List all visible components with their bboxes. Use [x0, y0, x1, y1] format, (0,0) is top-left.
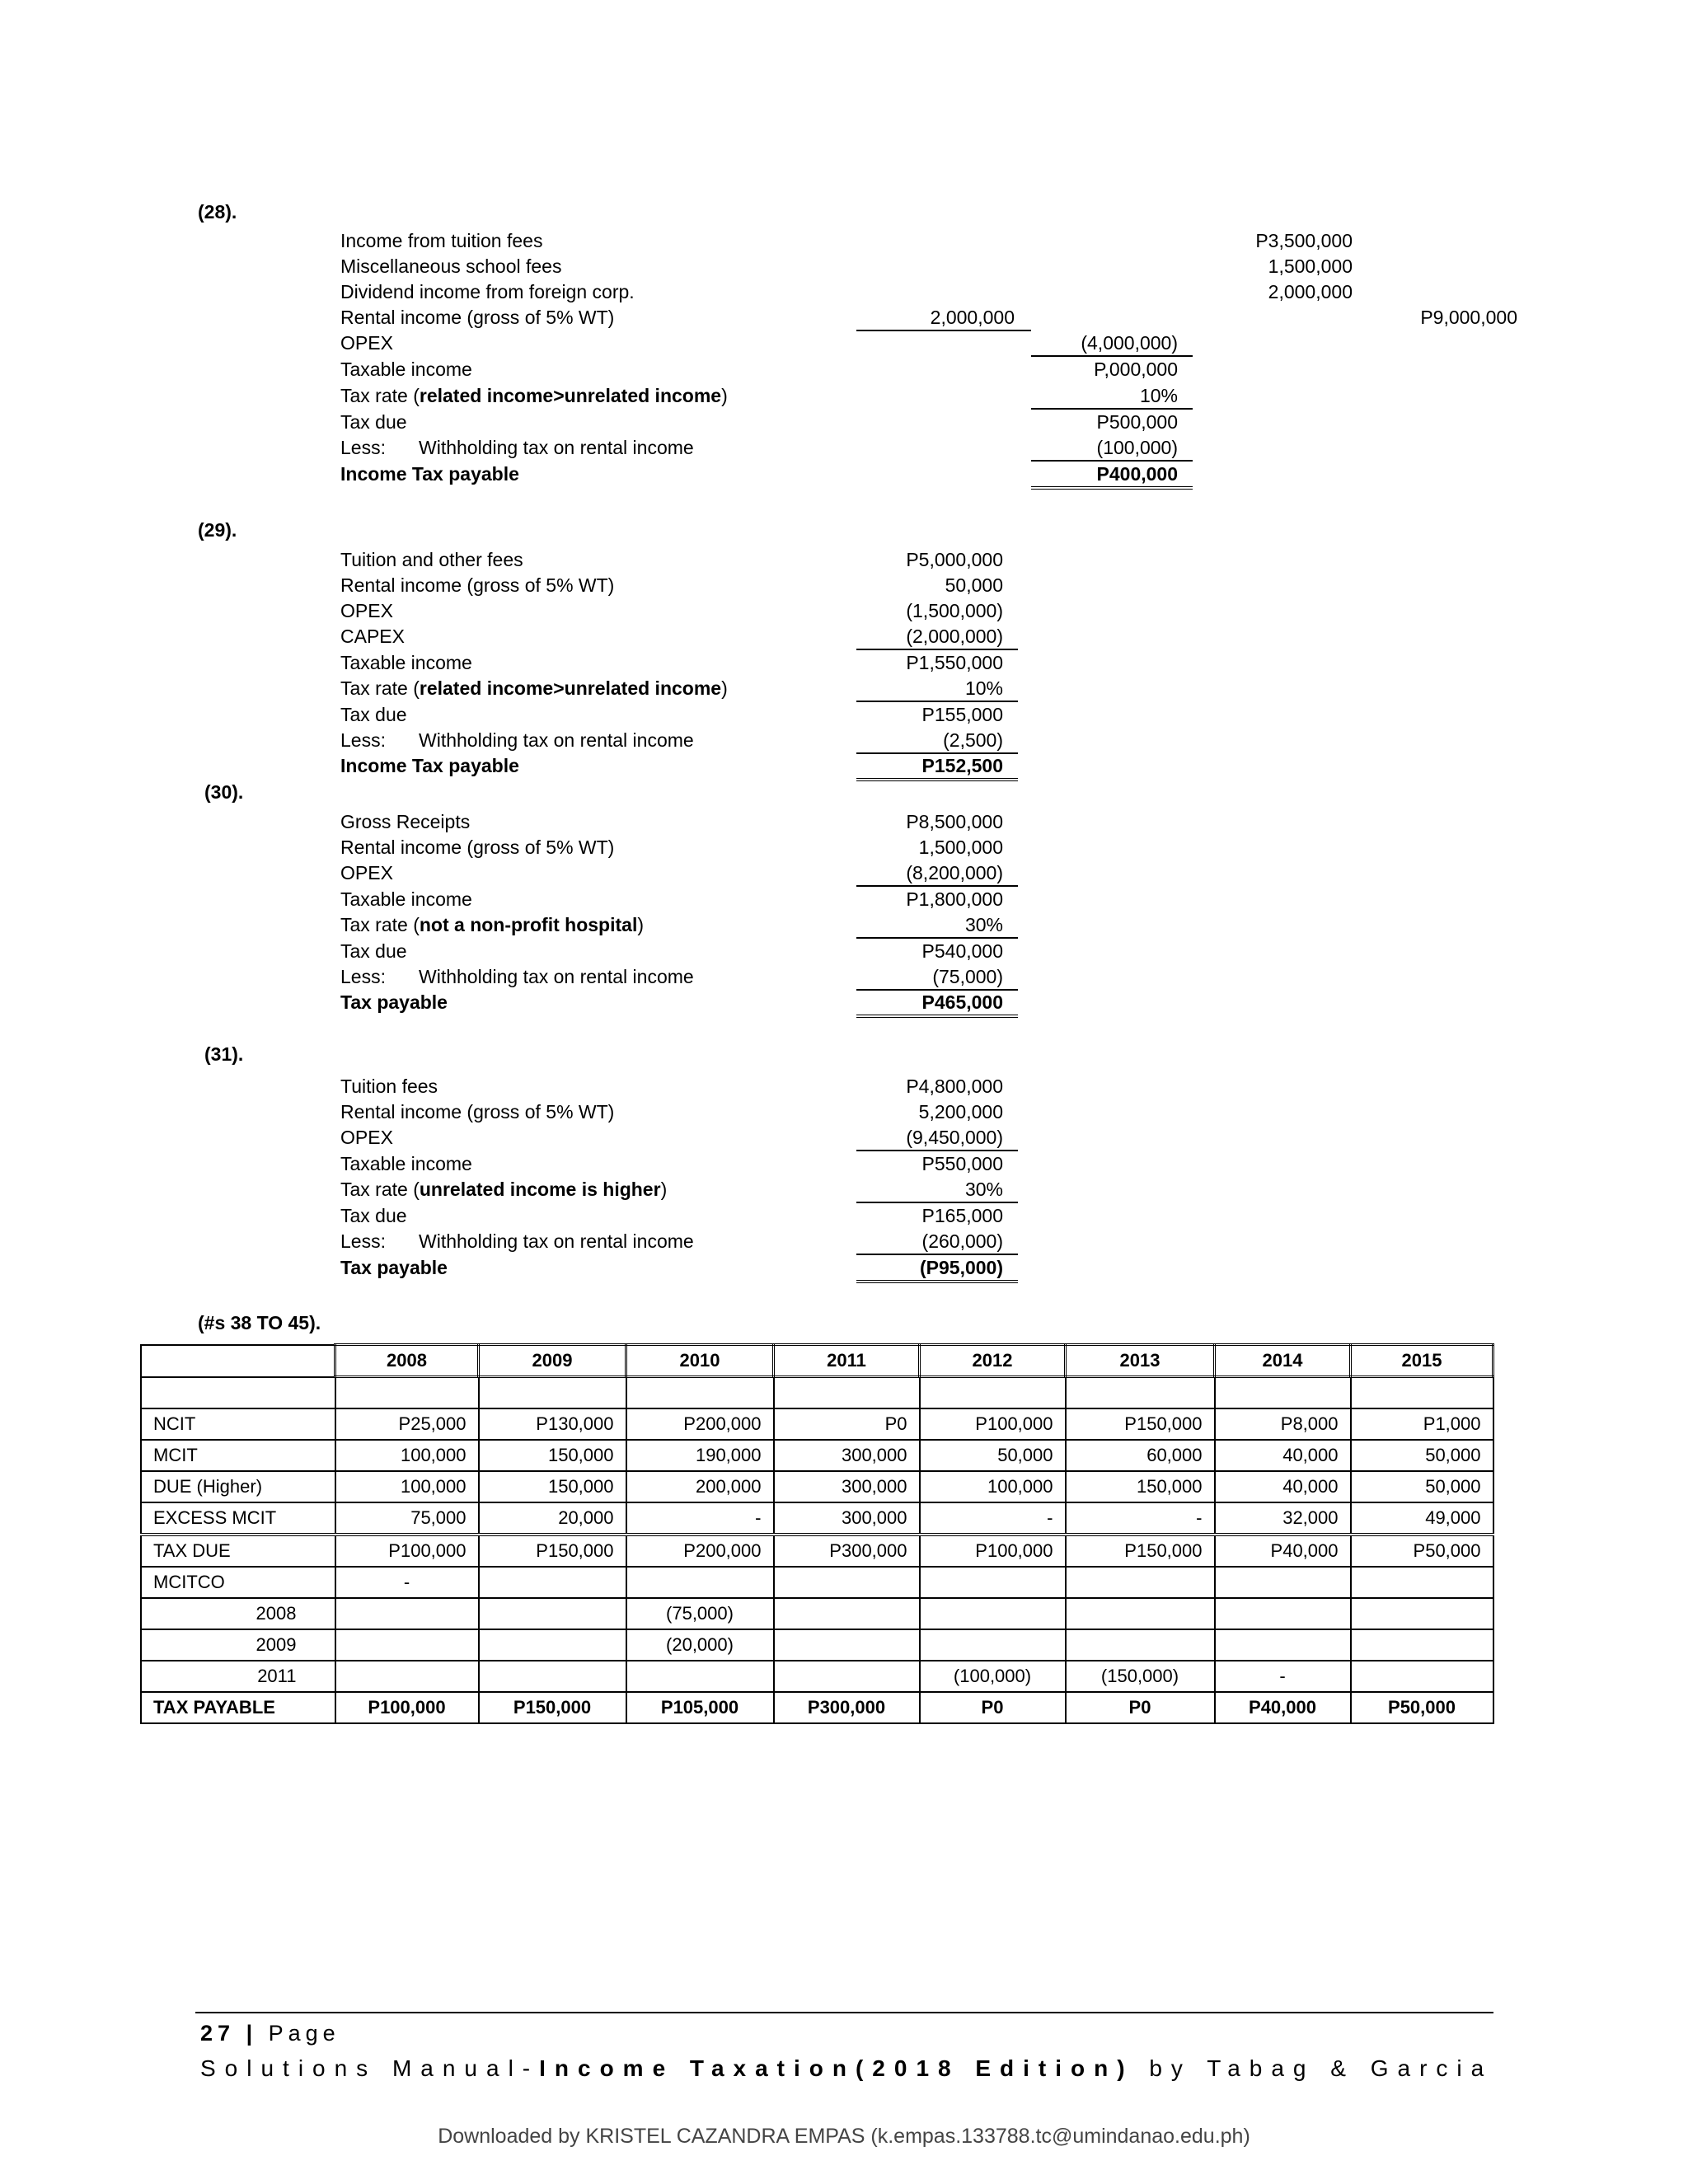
label-text: Tax rate (: [340, 914, 420, 935]
value-text: P1,800,000: [906, 888, 1003, 910]
label-text: ): [721, 385, 728, 406]
year-header: 2012: [920, 1345, 1066, 1377]
value-text: P8,500,000: [906, 811, 1003, 832]
value-col1: [856, 1203, 1018, 1228]
line-label: [340, 964, 694, 989]
value-text: (4,000,000): [1081, 332, 1178, 354]
value-col2: [1031, 462, 1193, 490]
less-label: Less:: [340, 1230, 386, 1252]
table-cell: 300,000: [774, 1502, 920, 1535]
label-text: Withholding tax on rental income: [419, 1230, 694, 1252]
table-cell: [1215, 1377, 1351, 1409]
table-cell: P150,000: [1066, 1408, 1215, 1440]
line-label: [340, 728, 694, 752]
line-label: Dividend income from foreign corp.: [340, 281, 635, 302]
value-text: P500,000: [1096, 411, 1178, 433]
table-cell: [141, 1377, 335, 1409]
line-label: [340, 676, 728, 701]
value-text: (2,000,000): [906, 626, 1003, 647]
label-text: ): [660, 1179, 668, 1200]
value-text: 30%: [964, 1179, 1003, 1200]
table-cell: -: [626, 1502, 774, 1535]
row-label: MCITCO: [141, 1567, 335, 1598]
line-label: Rental income (gross of 5% WT): [340, 1101, 615, 1122]
row-label: TAX DUE: [141, 1535, 335, 1567]
table-cell: 49,000: [1351, 1502, 1493, 1535]
label-text: Withholding tax on rental income: [419, 437, 694, 458]
row-label: NCIT: [141, 1408, 335, 1440]
value-col1: P3,500,000: [1255, 230, 1353, 251]
line-label: CAPEX: [340, 626, 405, 647]
value-col1: [856, 753, 1018, 781]
table-cell: [920, 1377, 1066, 1409]
table-cell: [774, 1598, 920, 1629]
line-label: Taxable income: [340, 888, 472, 910]
book-title-prefix: Solutions Manual-: [200, 2055, 540, 2081]
value-col1: [856, 964, 1018, 991]
table-cell: -: [335, 1567, 479, 1598]
label-text: Tax rate (: [340, 385, 420, 406]
label-text: Withholding tax on rental income: [419, 966, 694, 987]
table-cell: P1,000: [1351, 1408, 1493, 1440]
value-col2: [1031, 435, 1193, 462]
table-cell: P300,000: [774, 1535, 920, 1567]
label-emphasis: related income>unrelated income: [419, 677, 722, 699]
table-cell: [774, 1661, 920, 1692]
table-cell: [626, 1661, 774, 1692]
value-col1: [856, 1074, 1018, 1099]
table-cell: [1066, 1629, 1215, 1661]
table-cell: 40,000: [1215, 1440, 1351, 1471]
row-label: DUE (Higher): [141, 1471, 335, 1502]
table-cell: P0: [920, 1692, 1066, 1723]
table-cell: [335, 1661, 479, 1692]
label-emphasis: not a non-profit hospital: [419, 914, 638, 935]
value-text: 10%: [964, 677, 1003, 699]
table-cell: P100,000: [335, 1535, 479, 1567]
table-cell: [920, 1598, 1066, 1629]
table-cell: 100,000: [335, 1471, 479, 1502]
table-cell: P105,000: [626, 1692, 774, 1723]
line-label: Gross Receipts: [340, 811, 471, 832]
value-text: 10%: [1139, 385, 1178, 406]
line-label: OPEX: [340, 600, 393, 621]
row-label: 2008: [141, 1598, 335, 1629]
label-text: Withholding tax on rental income: [419, 729, 694, 751]
table-cell: 50,000: [920, 1440, 1066, 1471]
table-cell: 20,000: [479, 1502, 626, 1535]
year-header: 2015: [1351, 1345, 1493, 1377]
table-cell: [1351, 1377, 1493, 1409]
value-text: 2,000,000: [930, 307, 1015, 328]
label-text: Tax rate (: [340, 1179, 420, 1200]
line-label: [340, 1177, 667, 1202]
value-text: P400,000: [1096, 463, 1178, 485]
table-cell: P130,000: [479, 1408, 626, 1440]
table-cell: [1215, 1629, 1351, 1661]
table-cell: P100,000: [920, 1535, 1066, 1567]
table-cell: [920, 1567, 1066, 1598]
value-text: (100,000): [1096, 437, 1178, 458]
table-total-row: [141, 1692, 1493, 1723]
table-cell: P50,000: [1351, 1692, 1493, 1723]
row-label: MCIT: [141, 1440, 335, 1471]
table-cell: P150,000: [479, 1535, 626, 1567]
line-label: Tax due: [340, 1205, 407, 1226]
value-text: 30%: [964, 914, 1003, 935]
value-text: P550,000: [921, 1153, 1003, 1174]
value-col1: [856, 598, 1018, 623]
value-col1: 1,500,000: [1268, 255, 1353, 277]
line-label: [340, 383, 728, 408]
value-text: (1,500,000): [906, 600, 1003, 621]
table-cell: [1215, 1598, 1351, 1629]
value-col1: [856, 887, 1018, 912]
table-cell: 50,000: [1351, 1471, 1493, 1502]
line-label: OPEX: [340, 1127, 393, 1148]
value-text: P152,500: [921, 755, 1003, 776]
year-header: 2009: [479, 1345, 626, 1377]
value-col1: [856, 835, 1018, 860]
value-col1: [856, 1255, 1018, 1283]
value-col2: [1031, 330, 1193, 357]
table-cell: 150,000: [479, 1440, 626, 1471]
table-cell: 200,000: [626, 1471, 774, 1502]
table-cell: 190,000: [626, 1440, 774, 1471]
table-cell: P200,000: [626, 1408, 774, 1440]
table-cell: P40,000: [1215, 1535, 1351, 1567]
value-col1: [856, 939, 1018, 963]
table-cell: [1066, 1377, 1215, 1409]
table-cell: [1351, 1567, 1493, 1598]
table-row: [141, 1598, 1493, 1629]
problem-29-number: (29).: [198, 519, 237, 541]
value-text: P5,000,000: [906, 549, 1003, 570]
value-col1: [856, 809, 1018, 834]
problem-30-number: (30).: [204, 781, 244, 803]
line-label: Miscellaneous school fees: [340, 255, 562, 277]
value-col2: [1031, 357, 1193, 382]
value-col1: [856, 305, 1031, 331]
label-emphasis: unrelated income is higher: [419, 1179, 661, 1200]
value-col1: 2,000,000: [1268, 281, 1353, 302]
table-row: [141, 1535, 1493, 1567]
problem-28-number: (28).: [198, 201, 237, 223]
line-label: Taxable income: [340, 1153, 472, 1174]
line-label: Rental income (gross of 5% WT): [340, 837, 615, 858]
table-cell: [626, 1567, 774, 1598]
table-cell: [1351, 1598, 1493, 1629]
less-label: Less:: [340, 437, 386, 458]
table-cell: P8,000: [1215, 1408, 1351, 1440]
label-emphasis: related income>unrelated income: [419, 385, 722, 406]
value-col1: [856, 573, 1018, 598]
table-cell: 50,000: [1351, 1440, 1493, 1471]
table-cell: [1066, 1567, 1215, 1598]
line-label: [340, 912, 644, 937]
table-cell: -: [1066, 1502, 1215, 1535]
value-col1: [856, 1099, 1018, 1124]
value-text: P465,000: [921, 991, 1003, 1013]
row-label: EXCESS MCIT: [141, 1502, 335, 1535]
table-cell: [479, 1629, 626, 1661]
table-cell: (75,000): [626, 1598, 774, 1629]
table-row: [141, 1440, 1493, 1471]
value-text: (2,500): [943, 729, 1003, 751]
table-cell: [626, 1377, 774, 1409]
table-cell: P0: [774, 1408, 920, 1440]
line-label: Income Tax payable: [340, 755, 519, 776]
table-cell: [1215, 1567, 1351, 1598]
table-row: [141, 1408, 1493, 1440]
value-col1: [856, 728, 1018, 754]
table-cell: -: [1215, 1661, 1351, 1692]
value-col1: [856, 912, 1018, 939]
line-label: Taxable income: [340, 359, 472, 380]
line-label: [340, 1229, 694, 1254]
table-cell: [479, 1377, 626, 1409]
table-cell: (100,000): [920, 1661, 1066, 1692]
line-label: OPEX: [340, 862, 393, 883]
table-cell: [335, 1629, 479, 1661]
label-text: Tax rate (: [340, 677, 420, 699]
table-row: [141, 1661, 1493, 1692]
page-separator: |: [246, 2021, 258, 2046]
line-label: Income from tuition fees: [340, 230, 543, 251]
line-label: Tax due: [340, 704, 407, 725]
book-title-main: Income Taxation(2018 Edition): [539, 2055, 1134, 2081]
table-cell: [1066, 1598, 1215, 1629]
table-cell: P25,000: [335, 1408, 479, 1440]
value-col2: P9,000,000: [1420, 307, 1517, 328]
table-cell: P300,000: [774, 1692, 920, 1723]
value-col1: [856, 650, 1018, 675]
header-corner-cell: [141, 1345, 335, 1377]
line-label: Tuition fees: [340, 1076, 438, 1097]
row-label: TAX PAYABLE: [141, 1692, 335, 1723]
page-number: [200, 2021, 340, 2046]
table-cell: P50,000: [1351, 1535, 1493, 1567]
line-label: Tax due: [340, 940, 407, 962]
value-text: P1,550,000: [906, 652, 1003, 673]
footer-divider: [195, 2012, 1493, 2013]
value-col2: [1031, 383, 1193, 410]
year-header: 2011: [774, 1345, 920, 1377]
line-label: Income Tax payable: [340, 463, 519, 485]
value-col1: [856, 624, 1018, 650]
table-cell: P100,000: [920, 1408, 1066, 1440]
value-text: P165,000: [921, 1205, 1003, 1226]
table-row: [141, 1502, 1493, 1535]
table-cell: [774, 1377, 920, 1409]
year-header: 2008: [335, 1345, 479, 1377]
table-cell: 100,000: [920, 1471, 1066, 1502]
table-cell: [920, 1629, 1066, 1661]
table-cell: [774, 1567, 920, 1598]
table-cell: (150,000): [1066, 1661, 1215, 1692]
table-blank-row: [141, 1377, 1493, 1409]
table-cell: [335, 1377, 479, 1409]
table-cell: [1351, 1661, 1493, 1692]
download-notice: Downloaded by KRISTEL CAZANDRA EMPAS (k.empas.133788.tc@umindanao.edu.ph): [438, 2125, 1250, 2148]
year-header: 2013: [1066, 1345, 1215, 1377]
value-text: P4,800,000: [906, 1076, 1003, 1097]
table-cell: 150,000: [479, 1471, 626, 1502]
book-title: [200, 2055, 1493, 2082]
table-cell: [774, 1629, 920, 1661]
line-label: Taxable income: [340, 652, 472, 673]
table-cell: [479, 1598, 626, 1629]
line-label: Rental income (gross of 5% WT): [340, 574, 615, 596]
table-cell: [1351, 1629, 1493, 1661]
value-col1: [856, 860, 1018, 887]
value-text: (8,200,000): [906, 862, 1003, 883]
table-cell: [479, 1661, 626, 1692]
less-label: Less:: [340, 729, 386, 751]
problem-31-number: (31).: [204, 1043, 244, 1065]
value-text: 50,000: [945, 574, 1003, 596]
table-row: [141, 1567, 1493, 1598]
table-cell: -: [920, 1502, 1066, 1535]
line-label: Tax due: [340, 411, 407, 433]
table-cell: (20,000): [626, 1629, 774, 1661]
value-text: (75,000): [932, 966, 1003, 987]
value-col1: [856, 676, 1018, 702]
value-col1: [856, 1229, 1018, 1255]
table-cell: P100,000: [335, 1692, 479, 1723]
row-label: 2011: [141, 1661, 335, 1692]
value-text: (P95,000): [919, 1257, 1003, 1278]
value-col1: [856, 547, 1018, 572]
table-cell: P150,000: [1066, 1535, 1215, 1567]
label-text: ): [637, 914, 645, 935]
line-label: OPEX: [340, 332, 393, 354]
table-title: (#s 38 TO 45).: [198, 1312, 321, 1333]
book-title-authors: by Tabag & Garcia: [1133, 2055, 1493, 2081]
page-number-value: 27: [200, 2021, 236, 2046]
table-cell: [479, 1567, 626, 1598]
value-text: 5,200,000: [918, 1101, 1003, 1122]
table-cell: 75,000: [335, 1502, 479, 1535]
value-text: P155,000: [921, 704, 1003, 725]
line-label: [340, 435, 694, 460]
year-header: 2010: [626, 1345, 774, 1377]
label-text: ): [721, 677, 728, 699]
table-header-row: [141, 1345, 1493, 1377]
line-label: Rental income (gross of 5% WT): [340, 307, 615, 328]
value-col1: [856, 1177, 1018, 1203]
less-label: Less:: [340, 966, 386, 987]
line-label: Tuition and other fees: [340, 549, 523, 570]
value-col1: [856, 990, 1018, 1018]
table-cell: P150,000: [479, 1692, 626, 1723]
value-col1: [856, 1151, 1018, 1176]
table-cell: 40,000: [1215, 1471, 1351, 1502]
table-cell: 32,000: [1215, 1502, 1351, 1535]
line-label: Tax payable: [340, 1257, 448, 1278]
value-text: 1,500,000: [918, 837, 1003, 858]
line-label: Tax payable: [340, 991, 448, 1013]
row-label: 2009: [141, 1629, 335, 1661]
table-cell: P40,000: [1215, 1692, 1351, 1723]
table-cell: 150,000: [1066, 1471, 1215, 1502]
value-col2: [1031, 410, 1193, 434]
value-col1: [856, 702, 1018, 727]
table-cell: 60,000: [1066, 1440, 1215, 1471]
value-text: (260,000): [921, 1230, 1003, 1252]
table-row: [141, 1471, 1493, 1502]
table-cell: 300,000: [774, 1440, 920, 1471]
value-col1: [856, 1125, 1018, 1151]
mcit-table: [140, 1343, 1494, 1724]
value-text: P540,000: [921, 940, 1003, 962]
table-cell: [335, 1598, 479, 1629]
table-cell: P0: [1066, 1692, 1215, 1723]
page-word: Page: [268, 2021, 340, 2046]
table-cell: 300,000: [774, 1471, 920, 1502]
table-cell: P200,000: [626, 1535, 774, 1567]
value-text: (9,450,000): [906, 1127, 1003, 1148]
table-cell: 100,000: [335, 1440, 479, 1471]
table-row: [141, 1629, 1493, 1661]
value-text: P,000,000: [1094, 359, 1178, 380]
year-header: 2014: [1215, 1345, 1351, 1377]
